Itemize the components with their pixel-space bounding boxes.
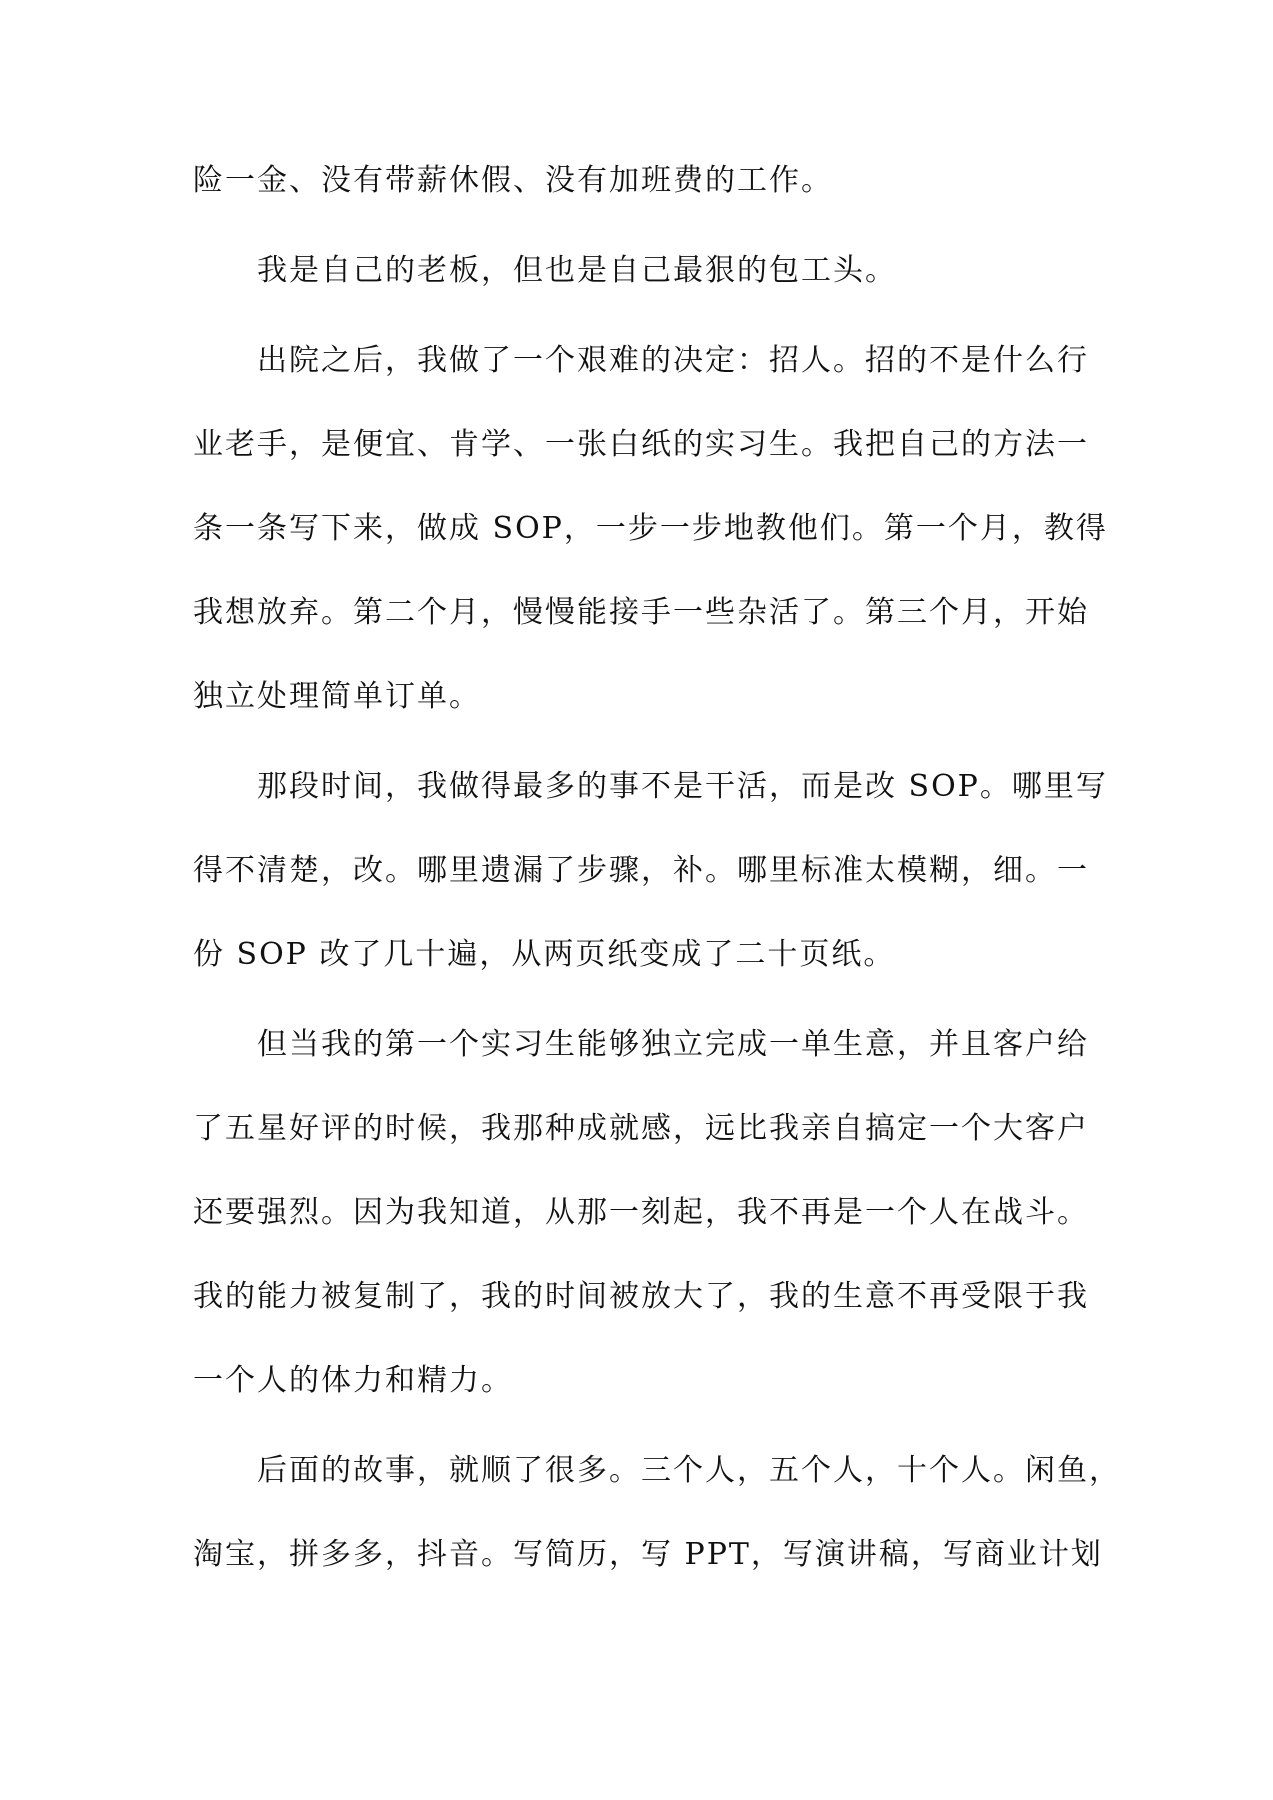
text-line: 险一金、没有带薪休假、没有加班费的工作。	[193, 163, 833, 198]
text-line: 淘宝，拼多多，抖音。写简历，写 PPT，写演讲稿，写商业计划	[193, 1537, 1103, 1572]
paragraph	[193, 769, 1108, 1024]
text-line: 了五星好评的时候，我那种成就感，远比我亲自搞定一个大客户	[193, 1111, 1089, 1146]
text-line: 条一条写下来，做成 SOP，一步一步地教他们。第一个月，教得	[193, 511, 1108, 546]
paragraph	[193, 343, 1108, 766]
text-line: 我的能力被复制了，我的时间被放大了，我的生意不再受限于我	[193, 1279, 1089, 1314]
text-line: 份 SOP 改了几十遍，从两页纸变成了二十页纸。	[193, 937, 896, 972]
paragraph	[193, 1027, 1089, 1450]
text-line: 后面的故事，就顺了很多。三个人，五个人，十个人。闲鱼，	[257, 1453, 1121, 1488]
paragraph	[193, 253, 1083, 340]
text-line: 一个人的体力和精力。	[193, 1363, 513, 1398]
text-line: 还要强烈。因为我知道，从那一刻起，我不再是一个人在战斗。	[193, 1195, 1089, 1230]
paragraph	[193, 1453, 1121, 1624]
text-line: 我想放弃。第二个月，慢慢能接手一些杂活了。第三个月，开始	[193, 595, 1089, 630]
text-line: 独立处理简单订单。	[193, 679, 481, 714]
document-body	[193, 163, 1121, 1630]
paragraph	[193, 163, 1083, 250]
text-line: 那段时间，我做得最多的事不是干活，而是改 SOP。哪里写	[257, 769, 1108, 804]
text-line: 但当我的第一个实习生能够独立完成一单生意，并且客户给	[257, 1027, 1089, 1062]
text-line: 得不清楚，改。哪里遗漏了步骤，补。哪里标准太模糊，细。一	[193, 853, 1089, 888]
text-line: 我是自己的老板，但也是自己最狠的包工头。	[257, 253, 897, 288]
text-line: 出院之后，我做了一个艰难的决定：招人。招的不是什么行	[257, 343, 1089, 378]
text-line: 业老手，是便宜、肯学、一张白纸的实习生。我把自己的方法一	[193, 427, 1089, 462]
